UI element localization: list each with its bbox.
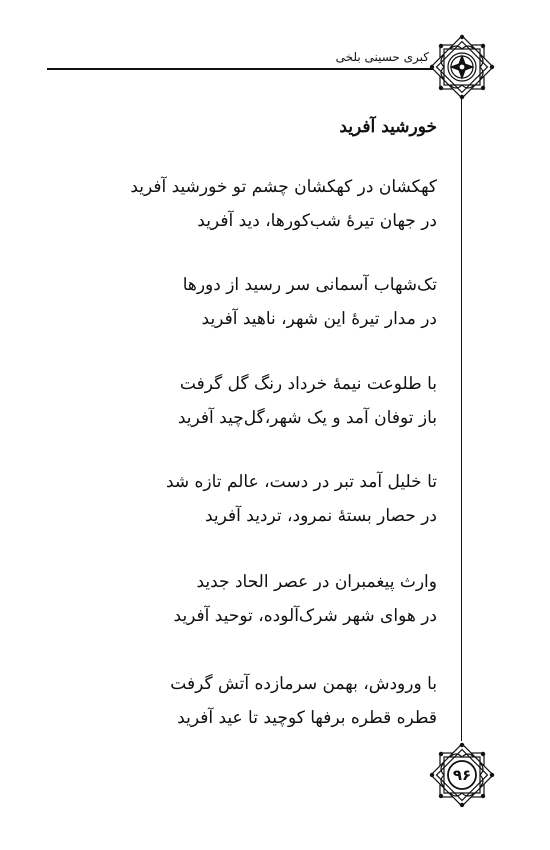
verse-line: در جهان تیرهٔ شب‌کورها، دید آفرید — [197, 211, 437, 231]
verse-line: با طلوعت نیمهٔ خرداد رنگ گل گرفت — [179, 374, 437, 394]
verse-line: کهکشان در کهکشان چشم تو خورشید آفرید — [130, 177, 437, 197]
header-rule — [47, 68, 433, 70]
verse-line: تک‌شهاب آسمانی سر رسید از دورها — [182, 275, 437, 295]
margin-rule — [461, 98, 462, 741]
stanza — [174, 565, 437, 633]
stanza — [178, 367, 437, 435]
verse-line: وارث پیغمبران در عصر الحاد جدید — [196, 572, 437, 592]
verse-line: در مدار تیرهٔ این شهر، ناهید آفرید — [201, 309, 437, 329]
verse-line: با ورودش، بهمن سرمازده آتش گرفت — [170, 674, 437, 694]
verse-line: در هوای شهر شرک‌آلوده، توحید آفرید — [173, 606, 437, 626]
stanza — [170, 667, 437, 735]
verse-line: قطره قطره برفها کوچید تا عید آفرید — [177, 708, 437, 728]
poem-title: خورشید آفرید — [339, 117, 437, 137]
verse-line: در حصار بستهٔ نمرود، تردید آفرید — [204, 506, 437, 526]
page-number: ۹۶ — [452, 766, 472, 784]
stanza — [183, 268, 437, 336]
verse-line: تا خلیل آمد تبر در دست، عالم تازه شد — [165, 472, 437, 492]
stanza — [130, 170, 437, 238]
verse-line: باز توفان آمد و یک شهر،گل‌چید آفرید — [177, 408, 437, 428]
running-head: کبری حسینی بلخی — [335, 50, 429, 64]
stanza — [166, 465, 437, 533]
star-ornament-icon — [425, 30, 499, 104]
